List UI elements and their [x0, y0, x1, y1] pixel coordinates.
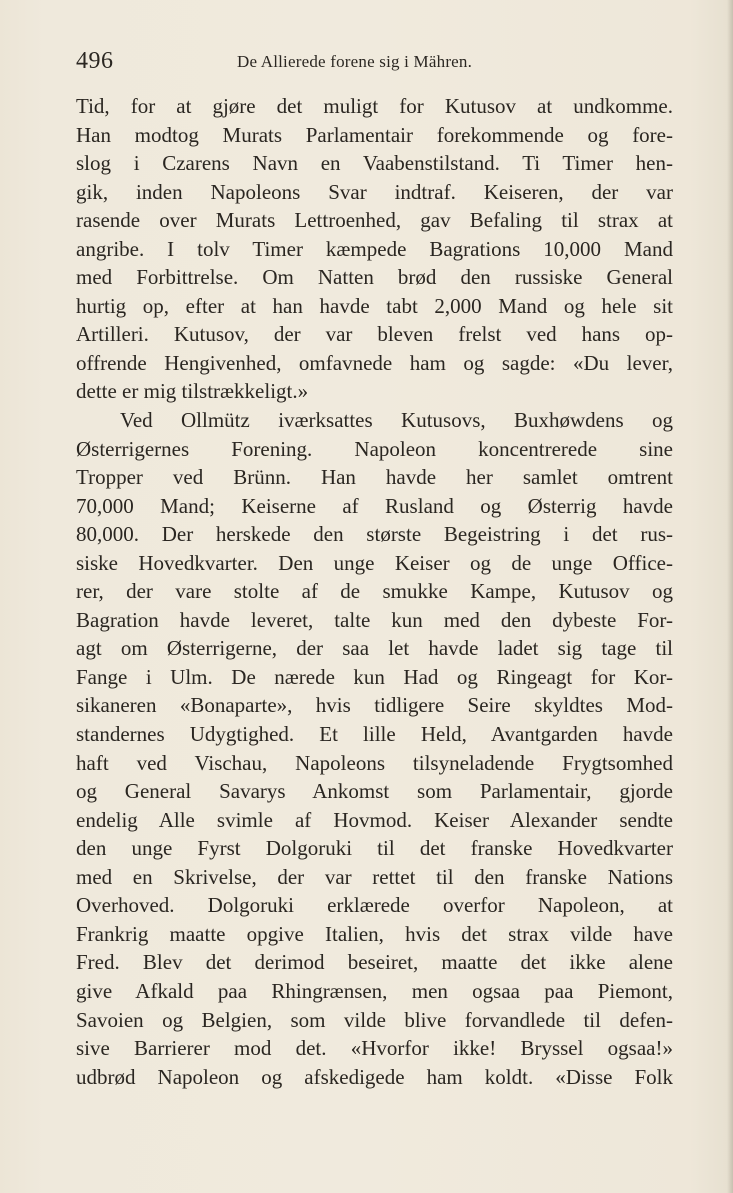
text-line: rasende over Murats Lettroenhed, gav Befaling til strax at [76, 208, 673, 233]
text-line: rer, der vare stolte af de smukke Kampe, Kutusov og [76, 579, 673, 604]
text-line-paragraph-end: dette er mig tilstrækkeligt.» [76, 379, 309, 404]
text-line: haft ved Vischau, Napoleons tilsyneladende Frygtsomhed [76, 750, 673, 775]
text-line: endelig Alle svimle af Hovmod. Keiser Alexander sendte [76, 807, 673, 832]
text-line: give Afkald paa Rhingrænsen, men ogsaa paa Piemont, [76, 978, 673, 1003]
body-text [76, 92, 673, 1091]
text-line: sive Barrierer mod det. «Hvorfor ikke! Bryssel ogsaa!» [76, 1036, 673, 1061]
text-line: sikaneren «Bonaparte», hvis tidligere Seire skyldtes Mod- [76, 693, 673, 718]
page-header [76, 46, 676, 76]
page-number: 496 [76, 48, 114, 74]
text-line: Savoien og Belgien, som vilde blive forvandlede til defen- [76, 1007, 673, 1032]
text-line: udbrød Napoleon og afskedigede ham koldt. «Disse Folk [76, 1064, 673, 1089]
text-line: med en Skrivelse, der var rettet til den franske Nations [76, 864, 673, 889]
text-line: slog i Czarens Navn en Vaabenstilstand. Ti Timer hen- [76, 151, 673, 176]
page-edge-shadow [727, 0, 733, 1193]
text-line: Artilleri. Kutusov, der var bleven frelst ved hans op- [76, 322, 673, 347]
text-line: siske Hovedkvarter. Den unge Keiser og de unge Office- [76, 550, 673, 575]
text-line: Overhoved. Dolgoruki erklærede overfor Napoleon, at [76, 893, 673, 918]
text-line: standernes Udygtighed. Et lille Held, Avantgarden havde [76, 722, 673, 747]
text-line-paragraph-start: Ved Ollmütz iværksattes Kutusovs, Buxhøwdens og [120, 408, 673, 433]
text-line: gik, inden Napoleons Svar indtraf. Keiseren, der var [76, 179, 673, 204]
text-line: 80,000. Der herskede den største Begeistring i det rus- [76, 522, 673, 547]
text-line: Østerrigernes Forening. Napoleon koncentrerede sine [76, 436, 673, 461]
text-line: Frankrig maatte opgive Italien, hvis det strax vilde have [76, 921, 673, 946]
text-line: Tid, for at gjøre det muligt for Kutusov at undkomme. [76, 94, 673, 118]
text-line: 70,000 Mand; Keiserne af Rusland og Østerrig havde [76, 493, 673, 518]
text-line: hurtig op, efter at han havde tabt 2,000 Mand og hele sit [76, 293, 673, 318]
text-line: Fred. Blev det derimod beseiret, maatte det ikke alene [76, 950, 673, 975]
text-line: den unge Fyrst Dolgoruki til det franske Hovedkvarter [76, 836, 673, 861]
running-head: De Allierede forene sig i Mähren. [237, 52, 473, 71]
text-line: Bagration havde leveret, talte kun med den dybeste For- [76, 607, 673, 632]
text-line: offrende Hengivenhed, omfavnede ham og sagde: «Du lever, [76, 350, 673, 375]
text-line: angribe. I tolv Timer kæmpede Bagrations 10,000 Mand [76, 236, 673, 261]
text-line: Fange i Ulm. De nærede kun Had og Ringeagt for Kor- [76, 664, 673, 689]
text-line: Han modtog Murats Parlamentair forekommende og fore- [76, 122, 673, 147]
text-line: agt om Østerrigerne, der saa let havde ladet sig tage til [76, 636, 673, 661]
text-line: og General Savarys Ankomst som Parlamentair, gjorde [76, 779, 673, 804]
text-line: med Forbittrelse. Om Natten brød den russiske General [76, 265, 673, 290]
text-line: Tropper ved Brünn. Han havde her samlet omtrent [76, 465, 673, 490]
